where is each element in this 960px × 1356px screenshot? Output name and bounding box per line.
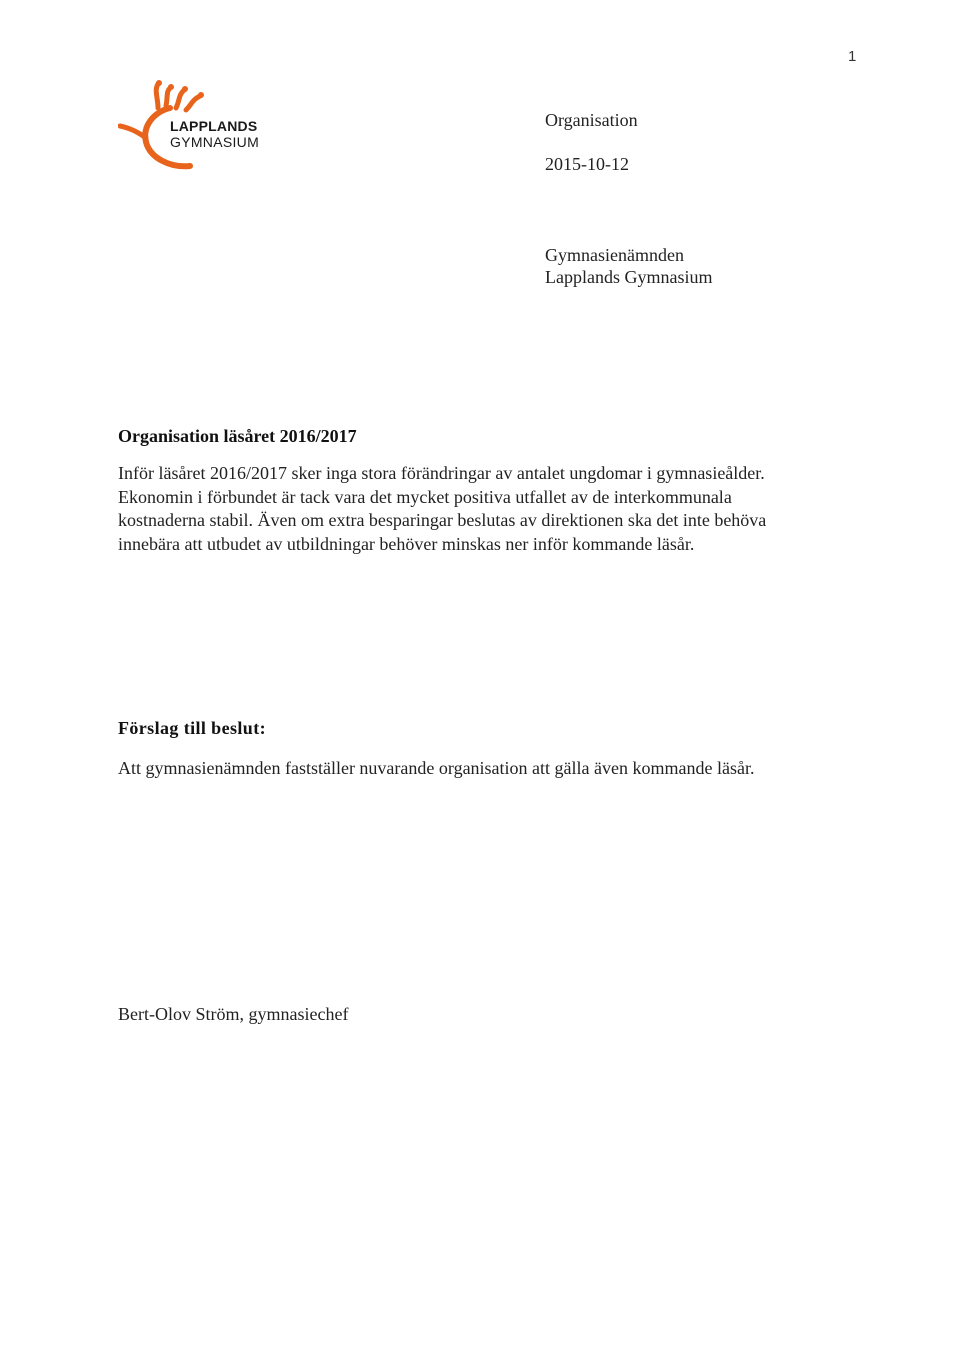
body-line: Inför läsåret 2016/2017 sker inga stora förändringar av antalet ungdomar i gymnasieålder. <box>118 463 765 483</box>
recipient-line: Gymnasienämnden <box>545 245 684 265</box>
page-number: 1 <box>848 48 857 65</box>
section-title: Organisation läsåret 2016/2017 <box>118 426 357 446</box>
signature: Bert-Olov Ström, gymnasiechef <box>118 1004 349 1024</box>
body-line: innebära att utbudet av utbildningar behöver minskas ner inför kommande läsår. <box>118 533 695 554</box>
recipient-block <box>545 244 712 288</box>
proposal-title: Förslag till beslut: <box>118 718 266 738</box>
logo-text <box>170 118 259 150</box>
section-body <box>118 462 838 556</box>
body-line: Ekonomin i förbundet är tack vara det mycket positiva utfallet av de interkommunala <box>118 486 732 507</box>
proposal-text: Att gymnasienämnden fastställer nuvarande organisation att gälla även kommande läsår. <box>118 758 755 778</box>
document-type: Organisation <box>545 110 638 130</box>
logo-line1: LAPPLANDS <box>170 118 258 134</box>
document-date: 2015-10-12 <box>545 154 629 174</box>
body-line: kostnaderna stabil. Även om extra besparingar beslutas av direktionen ska det inte behöva <box>118 510 767 530</box>
logo-line2: GYMNASIUM <box>170 134 260 150</box>
recipient-line: Lapplands Gymnasium <box>545 267 713 287</box>
logo <box>118 78 288 178</box>
